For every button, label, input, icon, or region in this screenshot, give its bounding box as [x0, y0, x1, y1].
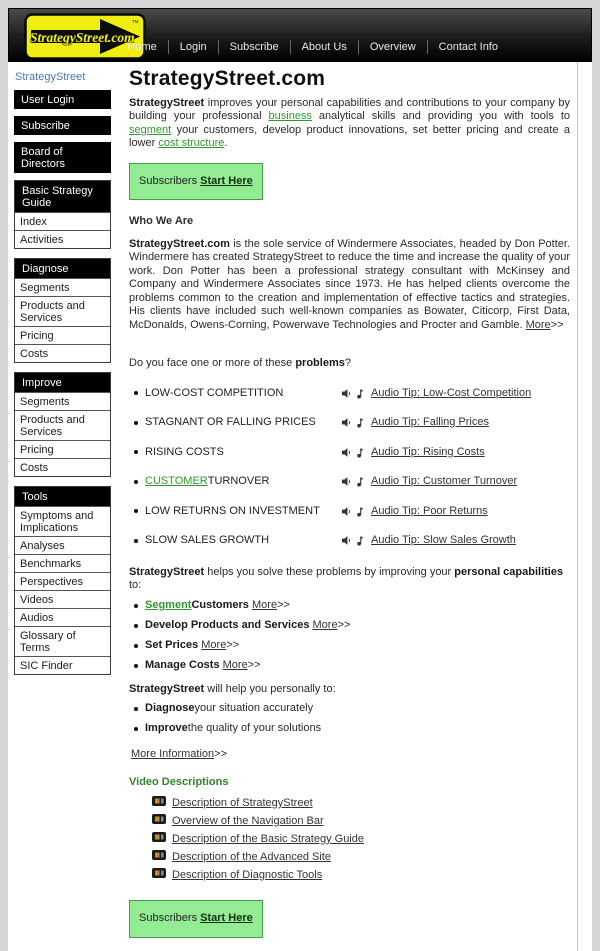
capability-row: Manage Costs More >>: [129, 659, 570, 673]
bullet-icon: [134, 707, 138, 711]
business-link[interactable]: business: [268, 110, 312, 122]
video-row: [152, 870, 570, 881]
video-list: [129, 798, 570, 881]
site-header: [8, 8, 592, 62]
bullet-icon: [134, 421, 138, 425]
problem-row: RISING COSTS Audio Tip: Rising Costs: [129, 438, 570, 468]
more-link[interactable]: More: [222, 658, 248, 671]
logo-tm-mark: TM: [132, 19, 139, 24]
who-we-are-paragraph: StrategyStreet.com is the sole service of Windermere Associates, headed by Don Potter. Windermere has created StrategyStreet to reduce the time and increase the quality of your work. Don Potter has been a professional strategy consultant with McKinsey and Company and Windermere Associates since 1973. He has helped clients overcome the problems common to the creation and implementation of effective tactics and strategies. His clients have included such well-known companies as Bowater, Citicorp, First Data, McDonalds, Owens-Corning, Powerwave Technologies and Procter and Gamble. More>>: [129, 237, 570, 331]
who-we-are-heading: Who We Are: [129, 215, 194, 227]
video-icon: [152, 814, 166, 829]
audio-tip-link[interactable]: Audio Tip: Slow Sales Growth: [371, 534, 516, 546]
bullet-icon: [134, 450, 138, 454]
main-content: [120, 62, 592, 951]
video-icon: [152, 850, 166, 865]
speaker-icon: [341, 476, 352, 487]
cost-structure-link[interactable]: cost structure: [158, 137, 225, 149]
speaker-icon: [341, 506, 352, 517]
personal-row: Diagnose your situation accurately: [129, 702, 570, 716]
nav-home[interactable]: Home: [127, 41, 157, 53]
sidebar-item-activities[interactable]: Activities: [15, 230, 110, 248]
video-link[interactable]: Description of StrategyStreet: [172, 796, 313, 809]
sidebar-group-header: Improve: [15, 373, 110, 392]
video-link[interactable]: Description of the Basic Strategy Guide: [172, 832, 364, 845]
video-descriptions-heading: Video Descriptions: [129, 775, 229, 788]
page-frame: [8, 8, 592, 951]
audio-tip-link[interactable]: Audio Tip: Customer Turnover: [371, 475, 518, 487]
start-here-link[interactable]: Start Here: [200, 174, 253, 187]
bullet-icon: [134, 391, 138, 395]
sidebar-item-improve-pricing[interactable]: Pricing: [15, 440, 110, 458]
segment-link[interactable]: segment: [129, 123, 172, 136]
segment-customers-link[interactable]: Segment: [145, 598, 192, 611]
sidebar-group-improve: [14, 372, 111, 477]
sidebar-item-user-login[interactable]: User Login: [14, 90, 111, 109]
personal-row: Improve the quality of your solutions: [129, 722, 570, 736]
sidebar-item-audios[interactable]: Audios: [15, 608, 110, 626]
page-title: StrategyStreet.com: [129, 67, 326, 90]
sidebar-item-improve-products[interactable]: Products and Services: [15, 410, 110, 440]
problem-row: CUSTOMER TURNOVER Audio Tip: Customer Turnover: [129, 467, 570, 497]
nav-subscribe[interactable]: Subscribe: [218, 40, 290, 54]
subscribers-box-bottom: Subscribers Start Here: [129, 900, 263, 938]
sidebar-item-diagnose-pricing[interactable]: Pricing: [15, 326, 110, 344]
sidebar-item-videos[interactable]: Videos: [15, 590, 110, 608]
more-link[interactable]: More: [312, 618, 338, 631]
speaker-icon: [341, 447, 352, 458]
customer-link[interactable]: CUSTOMER: [145, 475, 208, 487]
audio-tip-link[interactable]: Audio Tip: Poor Returns: [371, 504, 488, 517]
capability-row: Segment Customers More >>: [129, 599, 570, 613]
audio-tip-link[interactable]: Audio Tip: Falling Prices: [371, 416, 489, 428]
sidebar-item-sic-finder[interactable]: SIC Finder: [15, 656, 110, 674]
logo-text: StrategyStreet.com: [30, 30, 135, 45]
strategystreet-logo[interactable]: [24, 13, 146, 65]
video-row: [152, 816, 570, 827]
video-link[interactable]: Description of the Advanced Site: [172, 850, 331, 863]
speaker-icon: [341, 535, 352, 546]
video-row: [152, 834, 570, 845]
audio-note-icon: [356, 506, 364, 517]
audio-tip-link[interactable]: Audio Tip: Rising Costs: [371, 445, 485, 458]
bullet-icon: [134, 539, 138, 543]
sidebar-item-analyses[interactable]: Analyses: [15, 536, 110, 554]
sidebar-item-index[interactable]: Index: [15, 212, 110, 230]
bullet-icon: [134, 664, 138, 668]
sidebar-item-diagnose-products[interactable]: Products and Services: [15, 296, 110, 326]
sidebar-item-symptoms[interactable]: Symptoms and Implications: [15, 506, 110, 536]
personally-paragraph: StrategyStreet will help you personally to:: [129, 682, 336, 695]
problem-row: SLOW SALES GROWTH Audio Tip: Slow Sales Growth: [129, 526, 570, 556]
sidebar-item-board-of-directors[interactable]: Board of Directors: [14, 142, 111, 173]
sidebar-group-basic-strategy-guide: [14, 180, 111, 249]
audio-note-icon: [356, 535, 364, 546]
audio-note-icon: [356, 447, 364, 458]
nav-about-us[interactable]: About Us: [290, 40, 358, 54]
video-icon: [152, 832, 166, 847]
sidebar-group-header: Diagnose: [15, 259, 110, 278]
speaker-icon: [341, 388, 352, 399]
video-row: [152, 798, 570, 809]
sidebar-group-header: Basic Strategy Guide: [15, 181, 110, 212]
sidebar-group-tools: [14, 486, 111, 675]
bullet-icon: [134, 604, 138, 608]
problem-row: STAGNANT OR FALLING PRICES Audio Tip: Falling Prices: [129, 408, 570, 438]
personal-list: [129, 702, 570, 736]
sidebar: [8, 62, 120, 951]
more-link[interactable]: More: [252, 598, 278, 611]
nav-overview[interactable]: Overview: [358, 40, 427, 54]
start-here-link[interactable]: Start Here: [200, 912, 253, 924]
sidebar-item-subscribe[interactable]: Subscribe: [14, 116, 111, 135]
audio-note-icon: [356, 417, 364, 428]
problem-row: LOW-COST COMPETITION Audio Tip: Low-Cost Competition: [129, 379, 570, 409]
capability-row: Develop Products and Services More >>: [129, 619, 570, 633]
video-link[interactable]: Overview of the Navigation Bar: [172, 814, 324, 827]
sidebar-item-improve-segments[interactable]: Segments: [15, 392, 110, 410]
sidebar-group-diagnose: [14, 258, 111, 363]
sidebar-group-header: Tools: [15, 487, 110, 506]
video-row: [152, 852, 570, 863]
bullet-icon: [134, 624, 138, 628]
breadcrumb-strategystreet[interactable]: StrategyStreet: [15, 71, 86, 83]
page-body: [8, 62, 592, 951]
sidebar-item-perspectives[interactable]: Perspectives: [15, 572, 110, 590]
sidebar-item-improve-costs[interactable]: Costs: [15, 458, 110, 476]
solve-paragraph: StrategyStreet helps you solve these problems by improving your personal capabilities to:: [129, 565, 564, 591]
sidebar-item-benchmarks[interactable]: Benchmarks: [15, 554, 110, 572]
audio-note-icon: [356, 388, 364, 399]
more-link[interactable]: More: [201, 638, 227, 651]
subscribers-box-top: Subscribers Start Here: [129, 163, 263, 201]
video-link[interactable]: Description of Diagnostic Tools: [172, 868, 323, 881]
speaker-icon: [341, 417, 352, 428]
nav-contact-info[interactable]: Contact Info: [427, 40, 509, 54]
problems-question: Do you face one or more of these problems?: [129, 357, 351, 369]
sidebar-item-diagnose-costs[interactable]: Costs: [15, 344, 110, 362]
problem-row: LOW RETURNS ON INVESTMENT Audio Tip: Poor Returns: [129, 497, 570, 527]
capabilities-list: [129, 599, 570, 673]
nav-login[interactable]: Login: [168, 40, 218, 54]
intro-paragraph: StrategyStreet improves your personal capabilities and contributions to your company by building your professional business analytical skills and providing you with tools to segment your customers, develop product innovations, set better pricing and create a lower cost structure.: [129, 96, 570, 149]
sidebar-item-diagnose-segments[interactable]: Segments: [15, 278, 110, 296]
problems-list: [129, 379, 570, 556]
top-nav: [116, 40, 509, 54]
sidebar-item-glossary[interactable]: Glossary of Terms: [15, 626, 110, 656]
video-icon: [152, 868, 166, 883]
more-information: More Information>>: [131, 748, 228, 760]
bullet-icon: [134, 480, 138, 484]
more-information-link[interactable]: More Information: [131, 748, 215, 760]
audio-note-icon: [356, 476, 364, 487]
bullet-icon: [134, 727, 138, 731]
audio-tip-link[interactable]: Audio Tip: Low-Cost Competition: [371, 386, 532, 399]
intro-bold: StrategyStreet: [129, 96, 205, 109]
bullet-icon: [134, 509, 138, 513]
who-we-are-more-link[interactable]: More: [525, 318, 551, 331]
video-icon: [152, 796, 166, 811]
bullet-icon: [134, 644, 138, 648]
capability-row: Set Prices More >>: [129, 639, 570, 653]
